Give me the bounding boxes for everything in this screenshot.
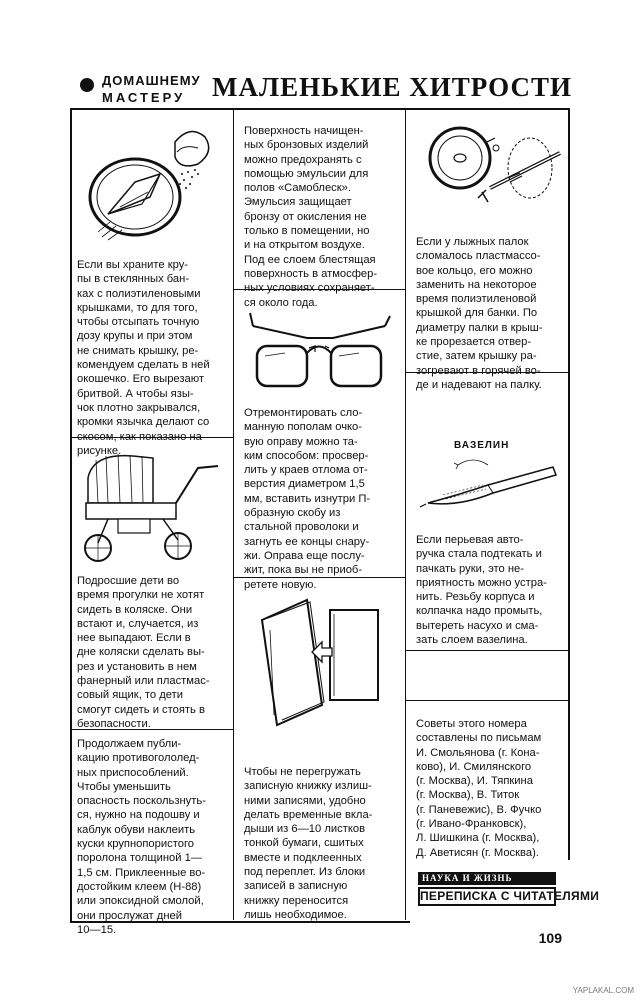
stroller-illustration [78,448,228,570]
glasses-illustration [245,308,395,403]
tip-glasses: Отремонтировать сло- манную пополам очко- вую оправу можно та- ким способом: просвер- лить у краев отлома от- верстия диаметром 1,5 мм, вставить изнутри П- образную скобу из стальной проволоки и загнуть ее концы снару- жи. Оправа еще послу- жит, пока вы не приоб- ретете новую. [244,407,371,591]
tip-skipoles: Если у лыжных палок сломалось пластмассо- вое кольцо, его можно заменить на некоторое время полиэтиленовой крышкой для банки. По диаметру палки в крыш- ке прорезается отвер- стие, затем крышку ра- зогревают в горячей во- де и надевают на палку. [416,236,543,391]
notebook-illustration [252,590,392,740]
tip-stroller: Подросшие дети во время прогулки не хотят сидеть в коляске. Они встают и, случается, из нее выпадают. Если в дне коляски сделать вы- рез и установить в нем фанерный или пластмас- совый ящик, то дети смогут сидеть и стоять в безопасности. [77,575,210,730]
tip-antiice: Продолжаем публи- кацию противогололед- ных приспособлений. Чтобы уменьшить опасность поскользнуть- ся, нужно на подошву и каблук обуви наклеить куски крупнопористого поролона толщиной 1— 1,5 см. Приклеенные во- достойким клеем (Н-88) или эпоксидной смолой, они прослужат дней 10—15. [77,738,206,936]
row-divider-col3-c [405,700,570,701]
tip-bronze: Поверхность начищен- ных бронзовых изделий можно предохранять с помощью эмульсии для полов «Самоблеск». Эмульсия защищает бронзу от окисления не только в помещении, но и на открытом воздухе. Под ее слоем блестящая поверхность в атмосфер- ных условиях сохраняет- ся около года. [244,125,378,309]
journal-logo-section: ПЕРЕПИСКА С ЧИТАТЕЛЯМИ [418,887,556,906]
section-label [102,72,201,106]
frame-right-line [568,108,570,860]
column-divider-1 [233,108,234,920]
column-divider-2 [405,108,406,920]
journal-logo [418,872,600,906]
tip-pen: Если перьевая авто- ручка стала подтекать и пачкать руки, это не- приятность можно устра- нить. Резьбу корпуса и колпачка надо промыть, вытереть насухо и сма- зать слоем вазелина. [416,534,547,647]
pen-illustration [418,455,563,515]
frame-top-line [70,108,570,110]
page-title: МАЛЕНЬКИЕ ХИТРОСТИ [212,72,572,102]
section-bullet [80,78,94,92]
watermark: YAPLAKAL.COM [572,986,634,995]
jar-lid-illustration [80,122,225,257]
pen-label: ВАЗЕЛИН [454,440,510,451]
journal-logo-name: НАУКА И ЖИЗНЬ [418,872,556,885]
tip-credits: Советы этого номера составлены по письмам И. Смольянова (г. Кона- ково), И. Смилянского (г. Москва), И. Тяпкина (г. Москва), В. Титок (г. Паневежис), В. Фучко (г. Ивано-Франковск), Л. Шишкина (г. Москва), Д. Аветисян (г. Москва). [416,718,542,859]
section-label-line1: ДОМАШНЕМУ [102,73,201,88]
frame-left-line [70,108,72,923]
tip-groats: Если вы храните кру- пы в стеклянных бан- ках с полиэтиленовыми крышками, то для того, чтобы отсыпать точную дозу крупы и при этом не снимать крышку, ре- комендуем сделать в ней окошечко. Его вырезают бритвой. А чтобы язы- чок плотно закрывался, кромки язычка делают со скосом, как показано на рисунке. [77,259,210,457]
tip-notebook: Чтобы не перегружать записную книжку излиш- ними записями, удобно делать временные вкла- дыши из 6—10 листков тонкой бумаги, сшитых вместе и подклеенных под переплет. Из блоки записей в записную книжку переносится лишь необходимое. [244,766,373,921]
row-divider-col3-b [405,650,570,651]
section-label-line2: МАСТЕРУ [102,90,186,105]
page-number: 109 [538,930,562,946]
ski-pole-illustration [420,118,565,218]
